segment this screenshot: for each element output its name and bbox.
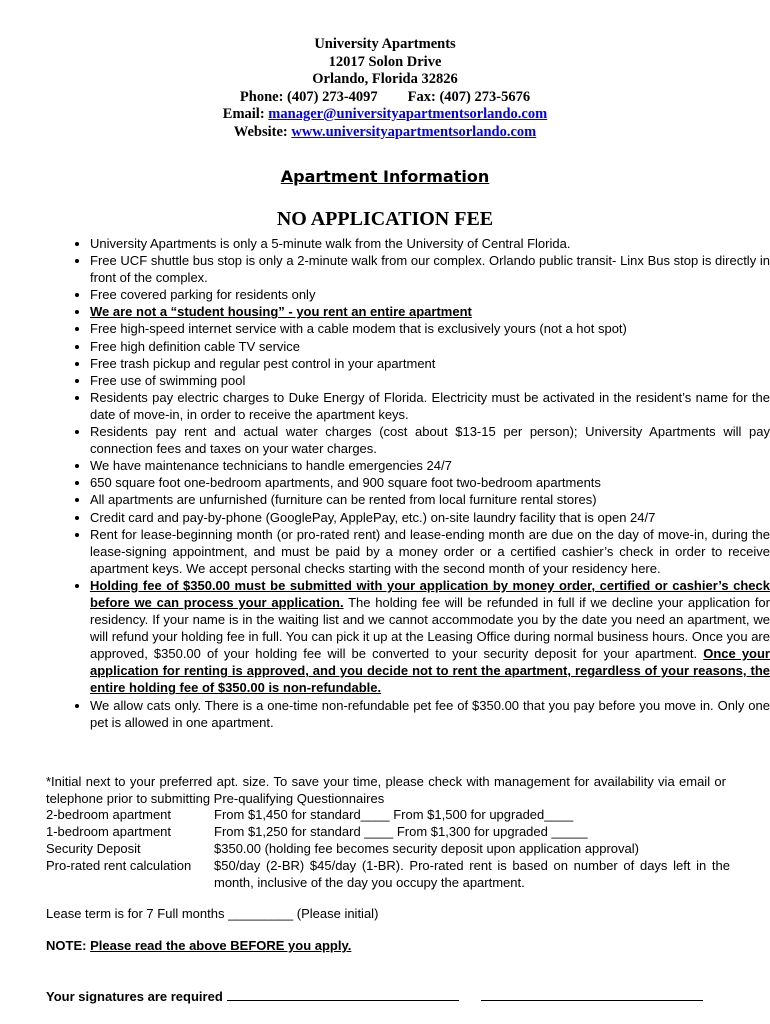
company-name: University Apartments <box>314 36 456 52</box>
list-item: • All apartments are unfurnished (furniture can be rented from local furniture rental stores) <box>90 491 770 508</box>
city-address: Orlando, Florida 32826 <box>312 71 458 87</box>
price-value: $350.00 (holding fee becomes security deposit upon application approval) <box>214 841 639 856</box>
pet-policy-item: • We allow cats only. There is a one-time non-refundable pet fee of $350.00 that you pay before you move in. Only one pet is allowed in one apartment. <box>90 697 770 731</box>
holding-fee-item <box>90 577 770 697</box>
signature-label: Your signatures are required <box>46 989 223 1004</box>
list-item: • Free high definition cable TV service <box>90 338 770 355</box>
email-link[interactable]: manager@universityapartmentsorlando.com <box>268 106 548 122</box>
fax-number: Fax: (407) 273-5676 <box>407 88 531 105</box>
letterhead <box>0 36 770 141</box>
phone-number: Phone: (407) 273-4097 <box>239 88 378 105</box>
holding-fee-nonrefundable: Once your application for renting is approved, and you decide not to rent the apartment, regardless of your reasons, the entire holding fee of $350.00 is non-refundable. <box>90 646 770 696</box>
no-application-fee-heading: NO APPLICATION FEE <box>276 208 494 230</box>
website-link[interactable]: www.universityapartmentsorlando.com <box>291 123 537 140</box>
price-value: From $1,250 for standard ____ From $1,300 for upgraded _____ <box>214 824 588 839</box>
price-value: From $1,450 for standard____ From $1,500 for upgraded____ <box>214 807 574 822</box>
list-item: • University Apartments is only a 5-minute walk from the University of Central Florida. <box>90 235 770 252</box>
pricing-table <box>46 806 730 891</box>
price-label: Security Deposit <box>46 841 141 856</box>
holding-fee-lead: Holding fee of $350.00 must be submitted with your application by money order, certified or cashier’s check before we can process your application. <box>90 577 770 610</box>
list-item: • Credit card and pay-by-phone (GooglePay, ApplePay, etc.) on-site laundry facility that is open 24/7 <box>90 509 770 526</box>
email-label: Email: <box>222 106 265 122</box>
lease-term-line: Lease term is for 7 Full months _________ (Please initial) <box>46 906 379 921</box>
website-label: Website: <box>233 123 288 140</box>
signature-field-1[interactable] <box>227 990 459 1001</box>
email-line <box>0 106 770 124</box>
price-value: $50/day (2-BR) $45/day (1-BR). Pro-rated rent is based on number of days left in the month, inclusive of the day you occupy the apartment. <box>214 858 730 890</box>
street-address: 12017 Solon Drive <box>328 53 442 70</box>
info-bullet-list <box>46 235 770 731</box>
list-item: • 650 square foot one-bedroom apartments, and 900 square foot two-bedroom apartments <box>90 474 770 491</box>
list-item: • Free covered parking for residents only <box>90 286 770 303</box>
list-item: • Residents pay rent and actual water charges (cost about $13-15 per person); University Apartments will pay connection fees and taxes on your water charges. <box>90 423 770 457</box>
website-line <box>0 124 770 142</box>
signature-line <box>46 988 726 1005</box>
not-student-housing-text: We are not a “student housing” - you rent an entire apartment <box>90 304 472 320</box>
note-text: Please read the above BEFORE you apply. <box>90 938 352 953</box>
price-label: 1-bedroom apartment <box>46 824 172 839</box>
availability-note: *Initial next to your preferred apt. size. To save your time, please check with management for availability via email or telephone prior to submitting Pre-qualifying Questionnaires <box>46 774 726 806</box>
holding-fee-body: The holding fee will be refunded in full if we decline your application for residency. If your name is in the waiting list and we cannot accommodate you by the date you need an apartment, we will refund your holding fee in full. You can pick it up at the Leasing Office during normal business hours. Once you are approved, $350.00 of your holding fee will be converted to your security deposit for your apartment. <box>90 594 770 662</box>
list-item: • Residents pay electric charges to Duke Energy of Florida. Electricity must be activated in the resident’s name for the date of move-in, in order to receive the apartment keys. <box>90 389 770 423</box>
phone-fax-line <box>0 89 770 107</box>
price-label: 2-bedroom apartment <box>46 807 172 822</box>
table-row <box>46 857 730 891</box>
list-item: • Free trash pickup and regular pest control in your apartment <box>90 355 770 372</box>
list-item: • Rent for lease-beginning month (or pro-rated rent) and lease-ending month are due on the day of move-in, during the lease-signing appointment, and must be paid by a money order or a certified cashier’s check in order to receive apartment keys. We accept personal checks starting with the second month of your residency here. <box>90 526 770 577</box>
list-item <box>90 303 770 320</box>
list-item: • We have maintenance technicians to handle emergencies 24/7 <box>90 457 770 474</box>
price-label: Pro-rated rent calculation <box>46 858 192 873</box>
signature-field-2[interactable] <box>481 990 703 1001</box>
note-line <box>46 937 726 954</box>
list-item: • Free use of swimming pool <box>90 372 770 389</box>
table-row <box>46 840 730 857</box>
section-title: Apartment Information <box>280 167 490 186</box>
note-label: NOTE: <box>46 938 87 953</box>
table-row <box>46 823 730 840</box>
table-row <box>46 806 730 823</box>
list-item: • Free UCF shuttle bus stop is only a 2-minute walk from our complex. Orlando public transit- Linx Bus stop is directly in front of the complex. <box>90 252 770 286</box>
list-item: • Free high-speed internet service with a cable modem that is exclusively yours (not a hot spot) <box>90 320 770 337</box>
